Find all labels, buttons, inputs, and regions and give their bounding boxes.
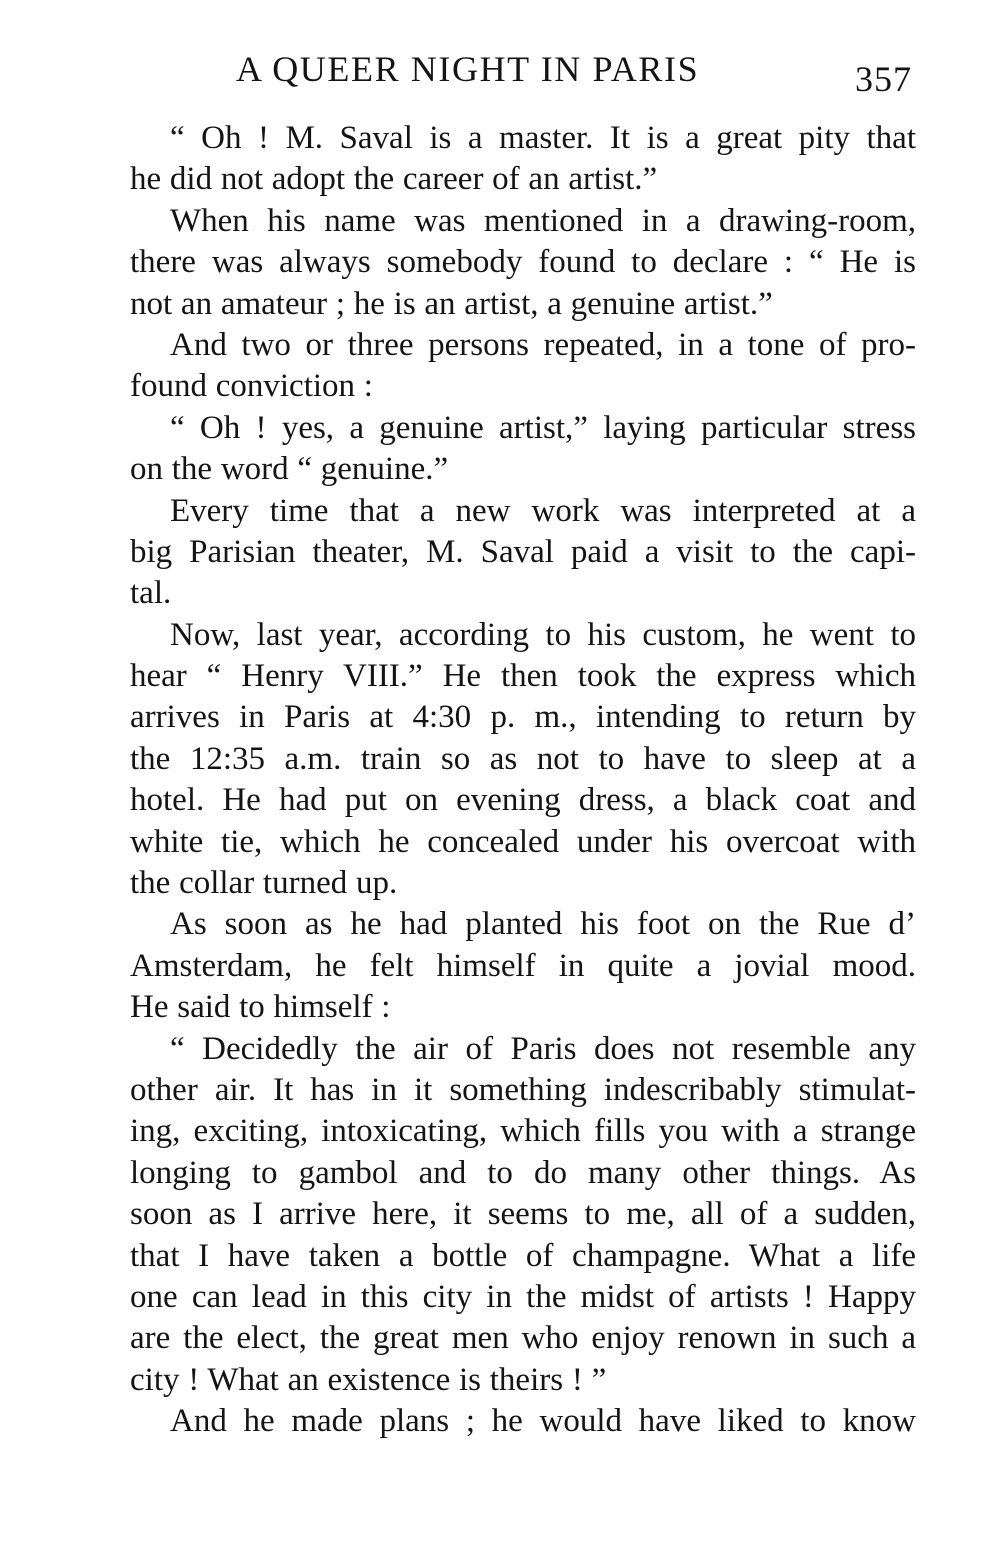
text-line: arrives in Paris at 4:30 p. m., intending to return by [130,699,916,736]
text-line: city ! What an existence is theirs ! ” [130,1361,607,1398]
text-line: on the word “ genuine.” [130,451,449,488]
text-line: found conviction : [130,368,373,405]
text-line: soon as I arrive here, it seems to me, all of a sudden, [130,1196,916,1233]
text-line: ing, exciting, intoxicating, which fills you with a strange [130,1113,916,1150]
text-line: hotel. He had put on evening dress, a black coat and [130,782,916,819]
text-line: Every time that a new work was interpreted at a [170,492,916,529]
paragraph [90,408,916,491]
text-line: longing to gambol and to do many other things. As [130,1154,916,1191]
text-line: one can lead in this city in the midst of artists ! Happy [130,1278,916,1315]
text-line: And he made plans ; he would have liked to know [170,1403,916,1440]
text-line: “ Oh ! yes, a genuine artist,” laying particular stress [170,409,916,446]
text-line: tal. [130,575,172,612]
text-line: big Parisian theater, M. Saval paid a visit to the capi- [130,533,916,570]
text-line: When his name was mentioned in a drawing-room, [170,202,916,239]
text-line: As soon as he had planted his foot on the Rue d’ [170,906,916,943]
paragraph [90,615,916,905]
paragraph [90,325,916,408]
text-line: “ Oh ! M. Saval is a master. It is a great pity that [170,120,916,156]
text-line: He said to himself : [130,989,391,1026]
paragraph [90,1401,916,1442]
text-line: hear “ Henry VIII.” He then took the express which [130,658,916,695]
text-line: he did not adopt the career of an artist.” [130,161,658,198]
text-line: white tie, which he concealed under his overcoat with [130,823,916,860]
text-line: Amsterdam, he felt himself in quite a jovial mood. [130,947,916,984]
text-line: not an amateur ; he is an artist, a genuine artist.” [130,285,773,322]
running-header [90,44,916,99]
text-line: there was always somebody found to declare : “ He is [130,244,916,281]
text-line: “ Decidedly the air of Paris does not resemble any [170,1030,916,1067]
body-text [90,118,916,1443]
text-line: the collar turned up. [130,865,398,902]
paragraph [90,491,916,615]
text-line: are the elect, the great men who enjoy renown in such a [130,1320,916,1357]
text-line: And two or three persons repeated, in a tone of pro- [170,326,916,363]
page-number: 357 [855,59,912,99]
text-line: other air. It has in it something indescribably stimulat- [130,1071,916,1108]
running-title: A QUEER NIGHT IN PARIS [236,49,700,89]
text-line: that I have taken a bottle of champagne. What a life [130,1237,916,1274]
paragraph [90,1029,916,1402]
paragraph [90,201,916,325]
paragraph [90,904,916,1028]
paragraph [90,118,916,201]
text-line: the 12:35 a.m. train so as not to have to sleep at a [130,740,916,777]
text-line: Now, last year, according to his custom, he went to [170,616,916,653]
